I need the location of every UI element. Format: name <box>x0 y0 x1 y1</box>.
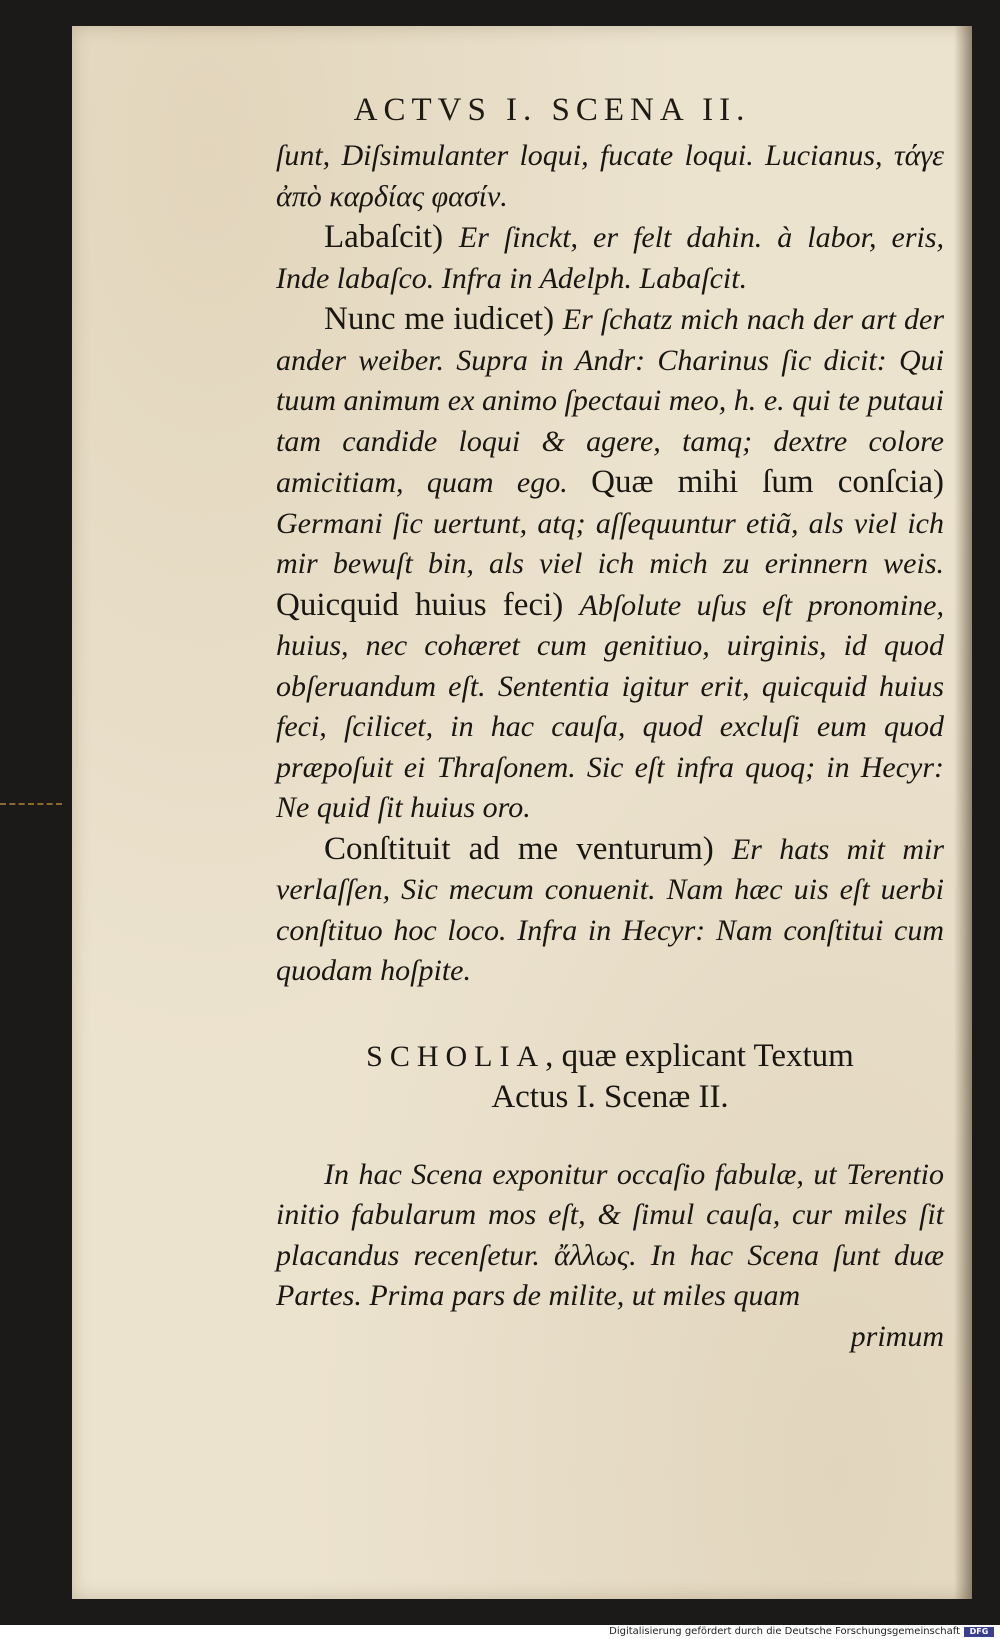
text-segment: Germani ſic uertunt, atq; aſſequuntur etiã, als viel ich mir bewuſt bin, als viel ich mich zu erinnern weis. <box>276 506 944 580</box>
page-edge-shadow <box>954 26 972 1599</box>
lemma: Conſtituit ad me venturum) <box>324 830 732 867</box>
footer-bar <box>0 1625 1000 1639</box>
lemma: Nunc me iudicet) <box>324 301 563 337</box>
text-segment: Abſolute uſus eſt pronomine, huius, nec cohæret cum genitiuo, uirginis, id quod obſeruandum eſt. Sententia igitur erit, quicquid huius feci, ſcilicet, in hac cauſa, quod excluſi eum quod præpoſuit ei Thraſonem. Sic eſt infra quoq; in Hecyr: Ne quid ſit huius oro. <box>276 588 944 824</box>
commentary-paragraph-4 <box>276 829 944 992</box>
greek-phrase: τάγε ἀπὸ καρδίας φασίν. <box>276 139 944 213</box>
scholia-heading-rest: , quæ explicant Textum <box>545 1037 854 1074</box>
text-segment: Er ſchatz mich nach der art der ander weiber. Supra in Andr: Charinus ſic dicit: Qui tuum animum ex animo ſpectaui meo, h. e. qui te putaui tam candide loqui & agere, tamq; dextre colore amicitiam, quam ego. <box>276 303 944 499</box>
margin-dash-line <box>0 803 62 805</box>
lemma: Labaſcit) <box>324 219 459 255</box>
lemma: Quæ mihi ſum conſcia) <box>591 464 945 500</box>
commentary-paragraph-2 <box>276 217 944 299</box>
text-segment: ſunt, Diſsimulanter loqui, fucate loqui. Lucianus, <box>276 139 894 172</box>
lemma: Quicquid huius feci) <box>276 586 580 623</box>
scholia-word: SCHOLIA <box>366 1039 546 1073</box>
commentary-paragraph-1 <box>276 136 944 217</box>
scholia-heading-line-1 <box>276 1036 944 1077</box>
section-gap <box>276 1117 944 1155</box>
scholia-heading-line-2: Actus I. Scenæ II. <box>491 1078 729 1115</box>
page-content <box>276 136 944 1357</box>
running-head: ACTVS I. SCENA II. <box>353 92 751 128</box>
footer-credit: Digitalisierung gefördert durch die Deutsche Forschungsgemeinschaft <box>609 1626 960 1637</box>
text-segment: Er hats mit mir verlaſſen, Sic mecum conuenit. Nam hæc uis eſt uerbi conſtituo hoc loco. Infra in Hecyr: Nam conſtitui cum quodam hoſpite. <box>276 832 944 987</box>
text-segment: Er ſinckt, er felt dahin. à labor, eris, Inde labaſco. Infra in Adelph. Labaſcit. <box>276 221 945 295</box>
scholia-heading <box>276 1036 944 1117</box>
book-page <box>72 26 972 1599</box>
scholia-paragraph: In hac Scena exponitur occaſio fabulæ, ut Terentio initio fabularum mos eſt, & ſimul cauſa, cur miles ſit placandus recenſetur. ἄλλως. In hac Scena ſunt duæ Partes. Prima pars de milite, ut miles quam <box>276 1157 944 1312</box>
dfg-logo-icon: DFG <box>964 1627 994 1637</box>
catchword: primum <box>850 1319 944 1353</box>
commentary-paragraph-3 <box>276 299 944 829</box>
